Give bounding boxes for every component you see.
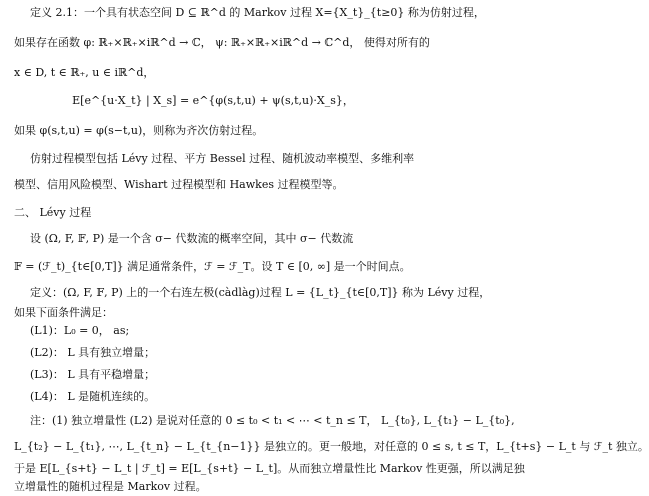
levy-definition-line-2: 如果下面条件满足： [14, 306, 113, 319]
section-heading-levy: 二、 Lévy 过程 [14, 206, 92, 219]
probability-space-line-2: 𝔽 = (ℱ_t)_{t∈[0,T]} 满足通常条件，ℱ = ℱ_T。设 T ∈ [0, ∞] 是一个时间点。 [14, 260, 411, 273]
note-line-2: L_{t₂} − L_{t₁}, ⋯, L_{t_n} − L_{t_{n−1}} 是独立的。更一般地，对任意的 0 ≤ s, t ≤ T，L_{t+s} − L_t 与 ℱ_t 独立。 [14, 440, 649, 453]
note-line-4: 立增量性的随机过程是 Markov 过程。 [14, 480, 207, 493]
condition-l4: (L4)： L 是随机连续的。 [30, 390, 156, 403]
condition-l1: (L1)：L₀ = 0， as; [30, 324, 130, 337]
levy-definition-line-1: 定义：(Ω, F, 𝔽, P) 上的一个右连左极(càdlàg)过程 L = {L_t}_{t∈[0,T]} 称为 Lévy 过程， [30, 286, 491, 299]
condition-l3: (L3)： L 具有平稳增量； [30, 368, 156, 381]
definition-2-1-line-3: x ∈ D, t ∈ ℝ₊, u ∈ iℝ^d， [14, 66, 155, 79]
note-line-3: 于是 E[L_{s+t} − L_t | ℱ_t] = E[L_{s+t} − L_t]。从而独立增量性比 Markov 性更强，所以满足独 [14, 462, 525, 475]
condition-l2: (L2)： L 具有独立增量； [30, 346, 156, 359]
affine-models-line-1: 仿射过程模型包括 Lévy 过程、平方 Bessel 过程、随机波动率模型、多维利率 [30, 152, 415, 165]
definition-2-1-equation: E[e^{u·X_t} | X_s] = e^{φ(s,t,u) + ψ(s,t,u)·X_s}， [72, 94, 354, 107]
affine-models-line-2: 模型、信用风险模型、Wishart 过程模型和 Hawkes 过程模型等。 [14, 178, 344, 191]
definition-2-1-line-2: 如果存在函数 φ: ℝ₊×ℝ₊×iℝ^d → ℂ， ψ: ℝ₊×ℝ₊×iℝ^d → ℂ^d， 使得对所有的 [14, 36, 430, 49]
definition-2-1-line-5: 如果 φ(s,t,u) = φ(s−t,u)，则称为齐次仿射过程。 [14, 124, 264, 137]
note-line-1: 注：(1) 独立增量性 (L2) 是说对任意的 0 ≤ t₀ < t₁ < ⋯ < t_n ≤ T， L_{t₀}, L_{t₁} − L_{t₀}, [30, 414, 515, 427]
definition-2-1-line-1: 定义 2.1：一个具有状态空间 D ⊆ ℝ^d 的 Markov 过程 X={X_t}_{t≥0} 称为仿射过程， [30, 6, 485, 19]
probability-space-line-1: 设 (Ω, F, 𝔽, P) 是一个含 σ− 代数流的概率空间，其中 σ− 代数流 [30, 232, 354, 245]
